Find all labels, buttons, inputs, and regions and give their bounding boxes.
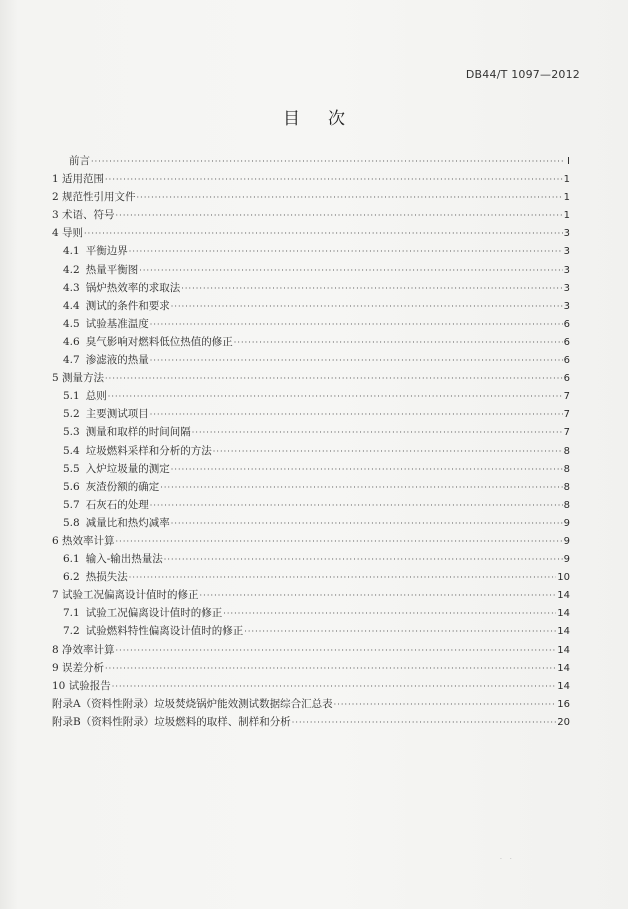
dot-leader bbox=[129, 569, 557, 587]
toc-entry[interactable] bbox=[52, 297, 570, 315]
dot-leader bbox=[91, 153, 563, 171]
dot-leader bbox=[150, 352, 563, 370]
toc-entry-number: 5.2 bbox=[63, 408, 80, 421]
toc-entry-page: 14 bbox=[557, 590, 570, 602]
toc-entry[interactable] bbox=[52, 568, 570, 586]
toc-entry-page: 14 bbox=[557, 608, 570, 620]
dot-leader bbox=[150, 497, 563, 515]
dot-leader bbox=[150, 406, 563, 424]
toc-entry-label: 前言 bbox=[69, 155, 90, 167]
toc-entry-number: 6 bbox=[52, 534, 59, 547]
toc-entry[interactable] bbox=[52, 387, 570, 405]
scan-specks: · · bbox=[500, 856, 515, 863]
toc-entry[interactable] bbox=[52, 677, 570, 695]
toc-entry[interactable] bbox=[52, 333, 570, 351]
toc-entry-number: 4.2 bbox=[63, 263, 80, 276]
dot-leader bbox=[213, 443, 563, 461]
dot-leader bbox=[223, 605, 556, 623]
toc-entry-number: 7.1 bbox=[63, 607, 80, 620]
toc-entry-label: 试验报告 bbox=[68, 679, 111, 692]
dot-leader bbox=[171, 515, 563, 533]
toc-entry-page: 3 bbox=[563, 300, 570, 312]
toc-entry-number: 9 bbox=[52, 661, 59, 674]
toc-entry-number: 2 bbox=[52, 191, 59, 204]
toc-entry-label: 试验工况偏离设计值时的修正 bbox=[85, 607, 223, 620]
toc-entry[interactable] bbox=[52, 604, 570, 622]
dot-leader bbox=[112, 678, 557, 696]
toc-entry-page: 14 bbox=[557, 680, 570, 692]
toc-entry-number: 6.1 bbox=[63, 553, 80, 566]
toc-entry-label: 臭气影响对燃料低位热值的修正 bbox=[85, 335, 233, 348]
toc-entry[interactable] bbox=[52, 152, 570, 170]
toc-entry-page: 3 bbox=[563, 228, 570, 240]
toc-entry-number: 3 bbox=[52, 209, 59, 222]
toc-entry-number: 5.3 bbox=[63, 426, 80, 439]
toc-entry-label: 入炉垃圾量的测定 bbox=[85, 462, 170, 475]
toc-title: 目次 bbox=[283, 109, 373, 129]
toc-entry[interactable] bbox=[52, 170, 570, 188]
toc-entry-number: 4.3 bbox=[63, 281, 80, 294]
dot-leader bbox=[139, 262, 562, 280]
toc-entry[interactable] bbox=[52, 659, 570, 677]
dot-leader bbox=[137, 189, 563, 207]
toc-entry-number: 7.2 bbox=[63, 625, 80, 638]
toc-entry-page: I bbox=[567, 156, 570, 167]
toc-entry[interactable] bbox=[52, 622, 570, 640]
toc-entry-number: 4.1 bbox=[63, 245, 80, 258]
dot-leader bbox=[105, 171, 563, 189]
toc-entry-label: 附录A（资料性附录）垃圾焚烧锅炉能效测试数据综合汇总表 bbox=[52, 697, 333, 710]
toc-entry-label: 附录B（资料性附录）垃圾燃料的取样、制样和分析 bbox=[52, 715, 291, 728]
toc-entry-number: 10 bbox=[52, 679, 66, 692]
toc-entry-number: 5 bbox=[52, 372, 59, 385]
toc-entry[interactable] bbox=[52, 188, 570, 206]
toc-entry-page: 8 bbox=[563, 445, 570, 457]
toc-entry-page: 1 bbox=[563, 174, 570, 186]
toc-entry[interactable] bbox=[52, 351, 570, 369]
toc-entry-number: 5.7 bbox=[63, 498, 80, 511]
toc-entry-number: 6.2 bbox=[63, 571, 80, 584]
toc-entry[interactable] bbox=[52, 514, 570, 532]
dot-leader bbox=[181, 280, 562, 298]
toc-entry-number: 5.8 bbox=[63, 516, 80, 529]
toc-entry-label: 垃圾燃料采样和分析的方法 bbox=[85, 444, 212, 457]
dot-leader bbox=[292, 714, 557, 732]
dot-leader bbox=[105, 370, 563, 388]
dot-leader bbox=[160, 479, 562, 497]
toc-entry-label: 锅炉热效率的求取法 bbox=[85, 281, 181, 294]
toc-entry-label: 规范性引用文件 bbox=[62, 191, 136, 204]
toc-entry-page: 8 bbox=[563, 463, 570, 475]
toc-entry-page: 9 bbox=[563, 517, 570, 529]
toc-entry-number: 4.5 bbox=[63, 317, 80, 330]
toc-entry[interactable] bbox=[52, 242, 570, 260]
toc-entry[interactable] bbox=[52, 641, 570, 659]
toc-entry-number: 1 bbox=[52, 173, 59, 186]
toc-entry-page: 20 bbox=[557, 716, 570, 728]
toc-entry[interactable] bbox=[52, 224, 570, 242]
toc-entry[interactable] bbox=[52, 496, 570, 514]
toc-entry[interactable] bbox=[52, 532, 570, 550]
toc-entry-page: 14 bbox=[557, 626, 570, 638]
toc-entry[interactable] bbox=[52, 423, 570, 441]
toc-entry-page: 6 bbox=[563, 355, 570, 367]
toc-entry-label: 输入-输出热量法 bbox=[85, 553, 163, 566]
toc-entry-page: 7 bbox=[563, 427, 570, 439]
toc-entry-label: 适用范围 bbox=[62, 173, 105, 186]
toc-entry-page: 14 bbox=[557, 662, 570, 674]
dot-leader bbox=[105, 660, 556, 678]
toc-entry-label: 平衡边界 bbox=[85, 245, 128, 258]
toc-entry-label: 试验燃料特性偏离设计值时的修正 bbox=[85, 625, 244, 638]
toc-entry-label: 渗滤液的热量 bbox=[85, 354, 149, 367]
standard-code: DB44/T 1097—2012 bbox=[465, 68, 580, 81]
toc-entry-number: 4.7 bbox=[63, 354, 80, 367]
toc-entry-label: 灰渣份额的确定 bbox=[85, 480, 160, 493]
toc-entry-number: 7 bbox=[52, 589, 59, 602]
toc-entry-label: 主要测试项目 bbox=[85, 408, 149, 421]
dot-leader bbox=[116, 533, 563, 551]
toc-entry-number: 5.1 bbox=[63, 390, 80, 403]
dot-leader bbox=[234, 334, 563, 352]
toc-entry-number: 5.5 bbox=[63, 462, 80, 475]
toc-entry-page: 1 bbox=[563, 210, 570, 222]
toc-entry-page: 7 bbox=[563, 391, 570, 403]
toc-entry-page: 7 bbox=[563, 409, 570, 421]
toc-entry[interactable] bbox=[52, 695, 570, 713]
toc-entry[interactable] bbox=[52, 315, 570, 333]
toc-entry-label: 测量方法 bbox=[62, 372, 105, 385]
toc-entry-page: 3 bbox=[563, 264, 570, 276]
toc-entry-page: 14 bbox=[557, 644, 570, 656]
toc-entry-page: 1 bbox=[563, 192, 570, 204]
toc-entry-page: 9 bbox=[563, 535, 570, 547]
toc-entry-label: 导则 bbox=[62, 227, 84, 240]
toc-entry-page: 10 bbox=[557, 572, 570, 584]
dot-leader bbox=[84, 225, 563, 243]
toc-entry[interactable] bbox=[52, 460, 570, 478]
toc-entry[interactable] bbox=[52, 369, 570, 387]
toc-entry-page: 9 bbox=[563, 554, 570, 566]
dot-leader bbox=[150, 316, 563, 334]
toc-entry[interactable] bbox=[52, 442, 570, 460]
toc-entry-label: 热效率计算 bbox=[62, 534, 115, 547]
dot-leader bbox=[108, 388, 563, 406]
toc-entry-page: 16 bbox=[557, 698, 570, 710]
toc-entry[interactable] bbox=[52, 586, 570, 604]
toc-entry-page: 8 bbox=[563, 481, 570, 493]
toc-entry-number: 4.6 bbox=[63, 335, 80, 348]
toc-entry-label: 测量和取样的时间间隔 bbox=[85, 426, 191, 439]
dot-leader bbox=[192, 424, 563, 442]
toc-entry-label: 测试的条件和要求 bbox=[85, 299, 170, 312]
toc-entry-label: 术语、符号 bbox=[62, 209, 115, 222]
toc-entry[interactable] bbox=[52, 550, 570, 568]
toc-entry-label: 热量平衡图 bbox=[85, 263, 139, 276]
toc-entry-label: 误差分析 bbox=[62, 661, 105, 674]
toc-entry[interactable] bbox=[52, 405, 570, 423]
toc-entry[interactable] bbox=[52, 261, 570, 279]
dot-leader bbox=[164, 551, 563, 569]
toc-entry-number: 8 bbox=[52, 643, 59, 656]
toc-entry-number: 5.4 bbox=[63, 444, 80, 457]
dot-leader bbox=[200, 587, 557, 605]
dot-leader bbox=[171, 298, 563, 316]
toc-entry-label: 热损失法 bbox=[85, 571, 128, 584]
table-of-contents bbox=[52, 152, 570, 731]
dot-leader bbox=[129, 243, 563, 261]
toc-entry-label: 减量比和热灼减率 bbox=[85, 516, 170, 529]
toc-entry-label: 试验工况偏离设计值时的修正 bbox=[62, 589, 199, 602]
toc-entry[interactable] bbox=[52, 713, 570, 731]
toc-entry[interactable] bbox=[52, 478, 570, 496]
dot-leader bbox=[171, 461, 563, 479]
toc-entry-page: 3 bbox=[563, 282, 570, 294]
toc-entry[interactable] bbox=[52, 279, 570, 297]
toc-entry-page: 6 bbox=[563, 318, 570, 330]
dot-leader bbox=[244, 623, 556, 641]
toc-entry-label: 石灰石的处理 bbox=[85, 498, 149, 511]
toc-entry-page: 6 bbox=[563, 336, 570, 348]
dot-leader bbox=[116, 207, 563, 225]
toc-entry-label: 净效率计算 bbox=[62, 643, 115, 656]
toc-entry-label: 试验基准温度 bbox=[85, 317, 149, 330]
toc-entry-number: 4.4 bbox=[63, 299, 80, 312]
toc-entry-number: 5.6 bbox=[63, 480, 80, 493]
toc-entry-page: 8 bbox=[563, 499, 570, 511]
dot-leader bbox=[334, 696, 557, 714]
toc-entry[interactable] bbox=[52, 206, 570, 224]
toc-entry-label: 总则 bbox=[85, 390, 107, 403]
toc-entry-page: 3 bbox=[563, 246, 570, 258]
toc-entry-number: 4 bbox=[52, 227, 59, 240]
dot-leader bbox=[116, 642, 557, 660]
toc-entry-page: 6 bbox=[563, 373, 570, 385]
